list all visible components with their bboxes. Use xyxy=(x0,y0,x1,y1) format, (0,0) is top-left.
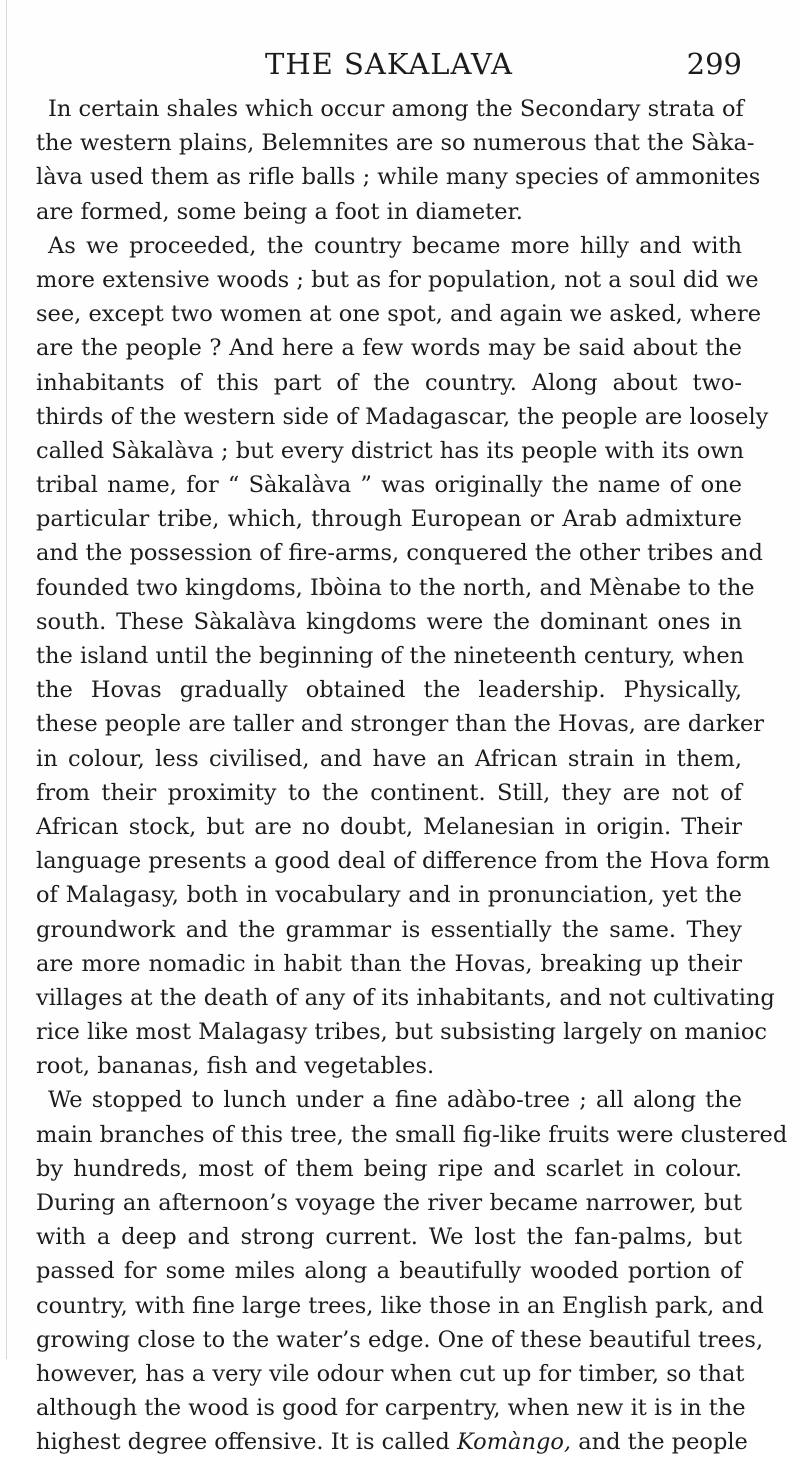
text-line: tribal name, for “ Sàkalàva ” was originally the name of one xyxy=(36,472,742,499)
text-line: these people are taller and stronger than the Hovas, are darker xyxy=(36,711,765,738)
text-line: We stopped to lunch under a fine adàbo-tree ; all along the xyxy=(48,1087,742,1114)
text-line: In certain shales which occur among the Secondary strata of xyxy=(48,96,744,122)
text-line: by hundreds, most of them being ripe and scarlet in colour. xyxy=(36,1155,742,1182)
text-line: African stock, but are no doubt, Melanesian in origin. Their xyxy=(36,813,742,840)
text-line: of Malagasy, both in vocabulary and in pronunciation, yet the xyxy=(36,882,742,909)
text-line: particular tribe, which, through European or Arab admixture xyxy=(36,506,742,533)
text-line: làva used them as rifle balls ; while many species of ammonites xyxy=(36,164,761,191)
page-number: 299 xyxy=(686,47,742,81)
text-line: thirds of the western side of Madagascar, the people are loosely xyxy=(36,403,769,430)
italic-term: Komàngo, xyxy=(456,1429,572,1456)
text-line: main branches of this tree, the small fig-like fruits were clustered xyxy=(36,1121,788,1148)
text-line: in colour, less civilised, and have an African strain in them, xyxy=(36,745,742,772)
text-line: the island until the beginning of the nineteenth century, when xyxy=(36,643,745,669)
text-line: root, bananas, fish and vegetables. xyxy=(36,1053,435,1080)
text-line: founded two kingdoms, Ibòina to the north, and Mènabe to the xyxy=(36,574,755,601)
text-line: growing close to the water’s edge. One of these beautiful trees, xyxy=(36,1326,764,1353)
text-line: with a deep and strong current. We lost the fan-palms, but xyxy=(36,1224,742,1251)
text-line: As we proceeded, the country became more hilly and with xyxy=(48,232,742,259)
text-line: are formed, some being a foot in diameter. xyxy=(36,198,523,225)
text-line: although the wood is good for carpentry, when new it is in the xyxy=(36,1395,746,1422)
text-segment: and the people xyxy=(571,1429,748,1456)
text-line: During an afternoon’s voyage the river became narrower, but xyxy=(36,1190,742,1216)
text-line: villages at the death of any of its inhabitants, and not cultivating xyxy=(36,984,775,1011)
text-line: the western plains, Belemnites are so numerous that the Sàka- xyxy=(36,130,755,157)
text-line: called Sàkalàva ; but every district has its people with its own xyxy=(36,437,745,464)
gutter-edge xyxy=(6,0,7,1359)
text-line: see, except two women at one spot, and again we asked, where xyxy=(36,301,762,328)
text-line: inhabitants of this part of the country. Along about two- xyxy=(36,369,742,396)
text-line: country, with fine large trees, like those in an English park, and xyxy=(36,1292,764,1319)
text-line: and the possession of fire-arms, conquered the other tribes and xyxy=(36,540,763,567)
text-segment: highest degree offensive. It is called xyxy=(36,1429,457,1456)
text-line: language presents a good deal of difference from the Hova form xyxy=(36,848,771,875)
text-line: groundwork and the grammar is essentially the same. They xyxy=(36,916,742,943)
text-line: from their proximity to the continent. Still, they are not of xyxy=(36,779,742,806)
body-text xyxy=(36,92,788,1460)
text-line: south. These Sàkalàva kingdoms were the dominant ones in xyxy=(36,608,742,635)
text-line: more extensive woods ; but as for population, not a soul did we xyxy=(36,266,759,293)
text-line: passed for some miles along a beautifully wooded portion of xyxy=(36,1258,742,1285)
text-line: the Hovas gradually obtained the leadership. Physically, xyxy=(36,677,742,704)
text-line: are the people ? And here a few words may be said about the xyxy=(36,335,742,362)
text-line: rice like most Malagasy tribes, but subsisting largely on manioc xyxy=(36,1019,768,1046)
text-line-final xyxy=(36,1425,748,1459)
text-line: are more nomadic in habit than the Hovas, breaking up their xyxy=(36,950,742,977)
text-line: however, has a very vile odour when cut up for timber, so that xyxy=(36,1360,745,1387)
running-title: THE SAKALAVA xyxy=(265,47,513,81)
running-head xyxy=(36,44,742,84)
